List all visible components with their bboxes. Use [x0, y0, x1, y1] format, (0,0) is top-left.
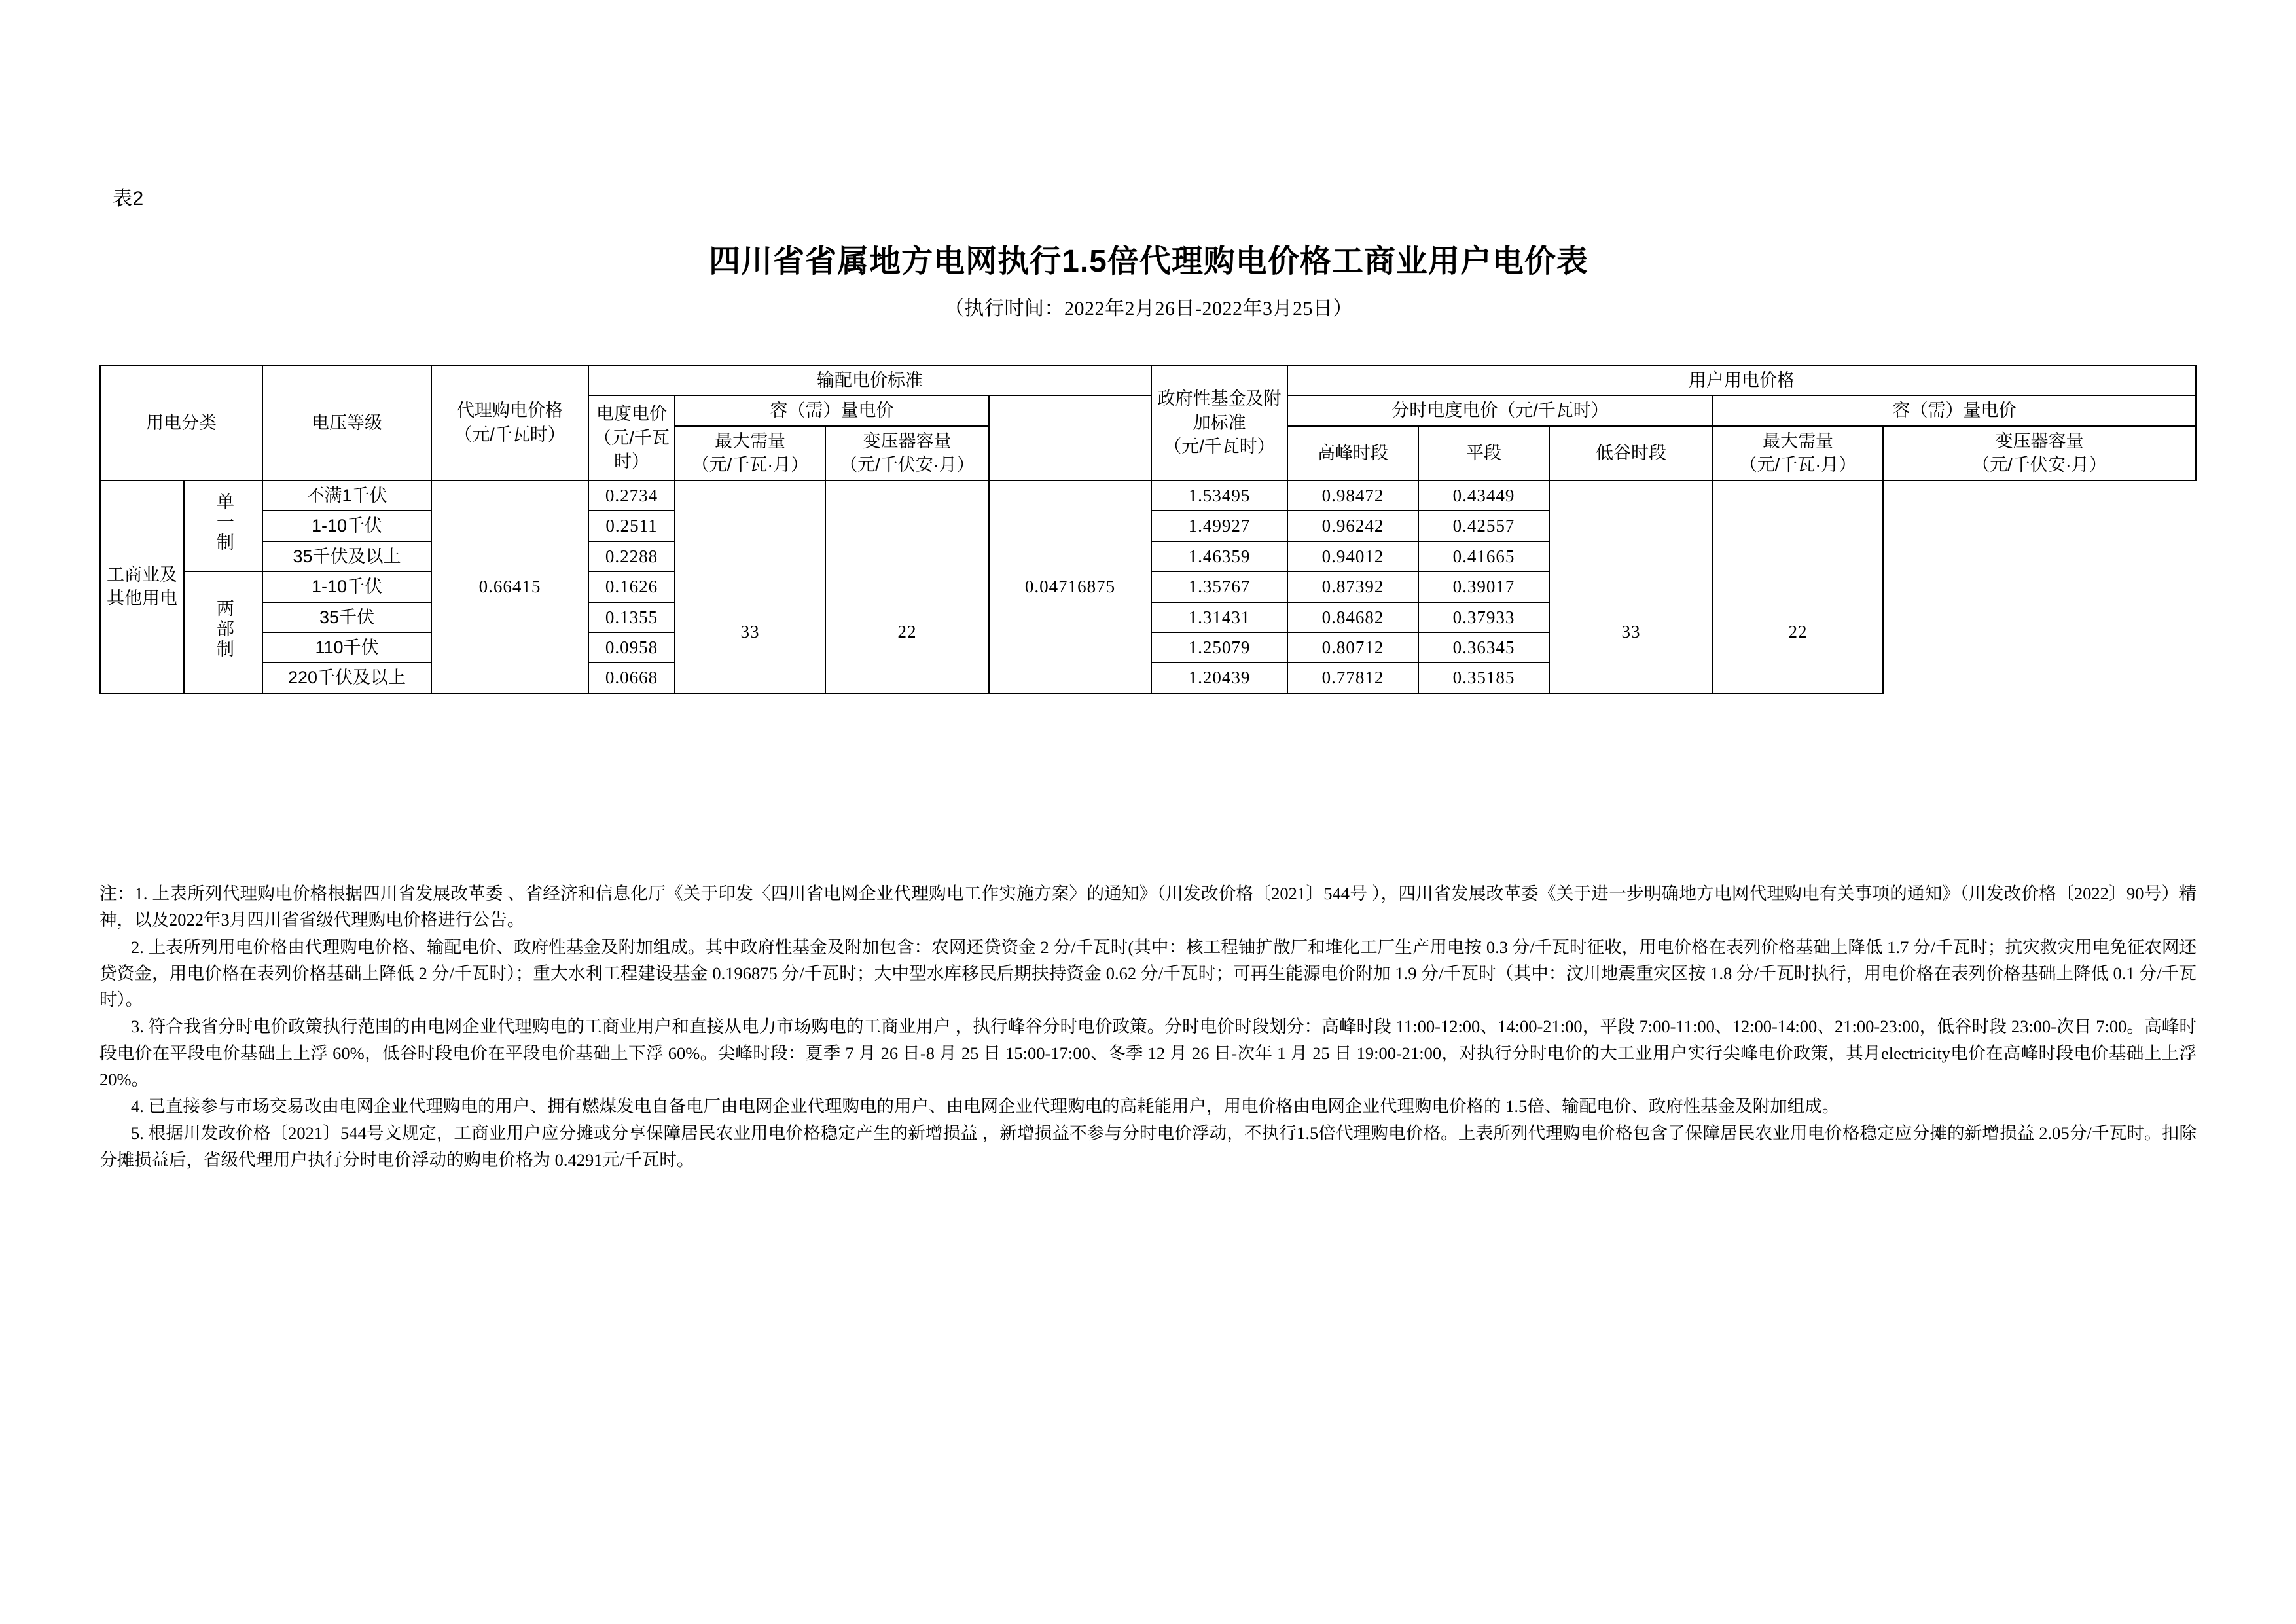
group-two-part-system [184, 571, 262, 693]
header-flat: 平段 [1418, 426, 1549, 480]
header-agent-price-line1: 代理购电价格 [457, 401, 563, 421]
flat-price-4: 0.84682 [1287, 602, 1418, 632]
category-commercial-industrial [100, 480, 184, 693]
table-tag: 表2 [113, 188, 144, 209]
category-label-line2: 其他用电 [107, 588, 177, 609]
energy-price-2: 0.2288 [588, 541, 675, 571]
note-2: 2. 上表所列用电价格由代理购电价格、输配电价、政府性基金及附加组成。其中政府性基金及附加包含：农网还贷资金 2 分/千瓦时(其中：核工程铀扩散厂和堆化工厂生产用电按 0.3 分/千瓦时征收，用电价格在表列价格基础上降低 1.7 分/千瓦时；抗灾救灾用电免征农网还贷资金，用电价格在表列价格基础上降低 2 分/千瓦时）；重大水利工程建设基金 0.196875 分/千瓦时；大中型水库移民后期扶持资金 0.62 分/千瓦时；可再生能源电价附加 1.9 分/千瓦时（其中：汶川地震重灾区按 1.8 分/千瓦时执行，用电价格在表列价格基础上降低 0.1 分/千瓦时）。 [99, 937, 2197, 1010]
flat-price-0: 0.98472 [1287, 480, 1418, 511]
page-subtitle: （执行时间：2022年2月26日-2022年3月25日） [944, 298, 1353, 319]
gov-fund-value: 0.04716875 [989, 480, 1151, 693]
valley-price-1: 0.42557 [1418, 511, 1549, 541]
flat-price-2: 0.94012 [1287, 541, 1418, 571]
header-user-max-demand [1713, 426, 1883, 480]
header-gov-fund-line2: 加标准 [1193, 412, 1246, 433]
voltage-level-6: 220千伏及以上 [262, 662, 431, 693]
header-user-max-demand-line1: 最大需量 [1763, 431, 1833, 451]
table-header-row-1 [100, 365, 2196, 395]
note-3: 3. 符合我省分时电价政策执行范围的由电网企业代理购电的工商业用户和直接从电力市场购电的工商业用户 ，执行峰谷分时电价政策。分时电价时段划分：高峰时段 11:00-12:00、14:00-21:00，平段 7:00-11:00、12:00-14:00、21:00-23:00，低谷时段 23:00-次日 7:00。高峰时段电价在平段电价基础上上浮 60%，低谷时段电价在平段电价基础上下浮 60%。尖峰时段：夏季 7 月 26 日-8 月 25 日 15:00-17:00、冬季 12 月 26 日-次年 1 月 25 日 19:00-21:00，对执行分时电价的大工业用户实行尖峰电价政策，其月electricity电价在高峰时段电价基础上上浮 20%。 [99, 1017, 2197, 1089]
peak-price-1: 1.49927 [1151, 511, 1287, 541]
category-label-line1: 工商业及 [107, 564, 177, 585]
header-peak: 高峰时段 [1287, 426, 1418, 480]
header-energy-price [588, 395, 675, 480]
voltage-level-2: 35千伏及以上 [262, 541, 431, 571]
energy-price-3: 0.1626 [588, 571, 675, 602]
header-transformer-capacity [825, 426, 989, 480]
header-gov-fund-line1: 政府性基金及附 [1157, 389, 1282, 409]
price-table [99, 365, 2197, 694]
header-tou-group: 分时电度电价（元/千瓦时） [1287, 395, 1713, 425]
header-energy-price-line2: （元/千瓦时） [594, 427, 670, 472]
header-gov-fund [1151, 365, 1287, 480]
header-voltage-level-label: 电压等级 [312, 412, 382, 433]
peak-price-0: 1.53495 [1151, 480, 1287, 511]
notes-section [99, 880, 2197, 1174]
energy-price-4: 0.1355 [588, 602, 675, 632]
peak-price-3: 1.35767 [1151, 571, 1287, 602]
header-max-demand [675, 426, 825, 480]
peak-price-4: 1.31431 [1151, 602, 1287, 632]
page-title: 四川省省属地方电网执行1.5倍代理购电价格工商业用户电价表 [709, 244, 1588, 279]
note-5: 5. 根据川发改价格〔2021〕544号文规定，工商业用户应分摊或分享保障居民农业用电价格稳定产生的新增损益 ，新增损益不参与分时电价浮动，不执行1.5倍代理购电价格。上表所列代理购电价格包含了保障居民农业用电价格稳定应分摊的新增损益 2.05分/千瓦时。扣除分摊损益后，省级代理用户执行分时电价浮动的购电价格为 0.4291元/千瓦时。 [99, 1123, 2197, 1170]
header-user-transformer-line2: （元/千伏安·月） [1972, 455, 2107, 475]
voltage-level-5: 110千伏 [262, 632, 431, 662]
table-row [100, 480, 2196, 511]
voltage-level-0: 不满1千伏 [262, 480, 431, 511]
transmission-max-demand: 33 [675, 571, 825, 693]
header-user-capacity-group: 容（需）量电价 [1713, 395, 2196, 425]
valley-price-3: 0.39017 [1418, 571, 1549, 602]
header-transformer-line2: （元/千伏安·月） [840, 455, 975, 475]
agent-price-value: 0.66415 [431, 480, 588, 693]
peak-price-6: 1.20439 [1151, 662, 1287, 693]
header-max-demand-line1: 最大需量 [715, 431, 785, 451]
header-user-transformer [1883, 426, 2196, 480]
header-transmission-group: 输配电价标准 [588, 365, 1151, 395]
valley-price-6: 0.35185 [1418, 662, 1549, 693]
header-valley: 低谷时段 [1549, 426, 1713, 480]
energy-price-5: 0.0958 [588, 632, 675, 662]
transmission-transformer: 22 [825, 571, 989, 693]
flat-price-6: 0.77812 [1287, 662, 1418, 693]
header-user-price-group: 用户用电价格 [1287, 365, 2196, 395]
valley-price-0: 0.43449 [1418, 480, 1549, 511]
header-transformer-line1: 变压器容量 [863, 431, 952, 451]
flat-price-3: 0.87392 [1287, 571, 1418, 602]
valley-price-2: 0.41665 [1418, 541, 1549, 571]
header-agent-price [431, 365, 588, 480]
voltage-level-4: 35千伏 [262, 602, 431, 632]
header-gov-fund-line3: （元/千瓦时） [1164, 437, 1275, 457]
group-two-part-system-label: 两部制 [213, 598, 234, 660]
header-user-transformer-line1: 变压器容量 [1995, 431, 2084, 451]
group-single-system-label: 单一制 [213, 492, 234, 554]
header-voltage-level [262, 365, 431, 480]
header-max-demand-line2: （元/千瓦·月） [691, 455, 809, 475]
peak-price-2: 1.46359 [1151, 541, 1287, 571]
header-capacity-group: 容（需）量电价 [675, 395, 989, 425]
valley-price-5: 0.36345 [1418, 632, 1549, 662]
title-block [98, 242, 2199, 321]
header-category: 用电分类 [100, 365, 262, 480]
peak-price-5: 1.25079 [1151, 632, 1287, 662]
energy-price-1: 0.2511 [588, 511, 675, 541]
valley-price-4: 0.37933 [1418, 602, 1549, 632]
flat-price-5: 0.80712 [1287, 632, 1418, 662]
energy-price-6: 0.0668 [588, 662, 675, 693]
user-transformer: 22 [1713, 571, 1883, 693]
user-max-demand: 33 [1549, 571, 1713, 693]
note-4: 4. 已直接参与市场交易改由电网企业代理购电的用户、拥有燃煤发电自备电厂由电网企业代理购电的用户、由电网企业代理购电的高耗能用户，用电价格由电网企业代理购电价格的 1.5倍、输配电价、政府性基金及附加组成。 [131, 1096, 1840, 1117]
header-energy-price-line1: 电度电价 [596, 404, 667, 424]
energy-price-0: 0.2734 [588, 480, 675, 511]
voltage-level-1: 1-10千伏 [262, 511, 431, 541]
header-user-max-demand-line2: （元/千瓦·月） [1739, 455, 1857, 475]
voltage-level-3: 1-10千伏 [262, 571, 431, 602]
group-single-system [184, 480, 262, 571]
header-agent-price-line2: （元/千瓦时） [454, 424, 565, 444]
note-1: 注：1. 上表所列代理购电价格根据四川省发展改革委 、省经济和信息化厅《关于印发〈四川省电网企业代理购电工作实施方案〉的通知》（川发改价格〔2021〕544号 ），四川省发展改革委《关于进一步明确地方电网代理购电有关事项的通知》（川发改价格〔2022〕90号）精神，以及2022年3月四川省省级代理购电价格进行公告。 [99, 884, 2197, 930]
flat-price-1: 0.96242 [1287, 511, 1418, 541]
